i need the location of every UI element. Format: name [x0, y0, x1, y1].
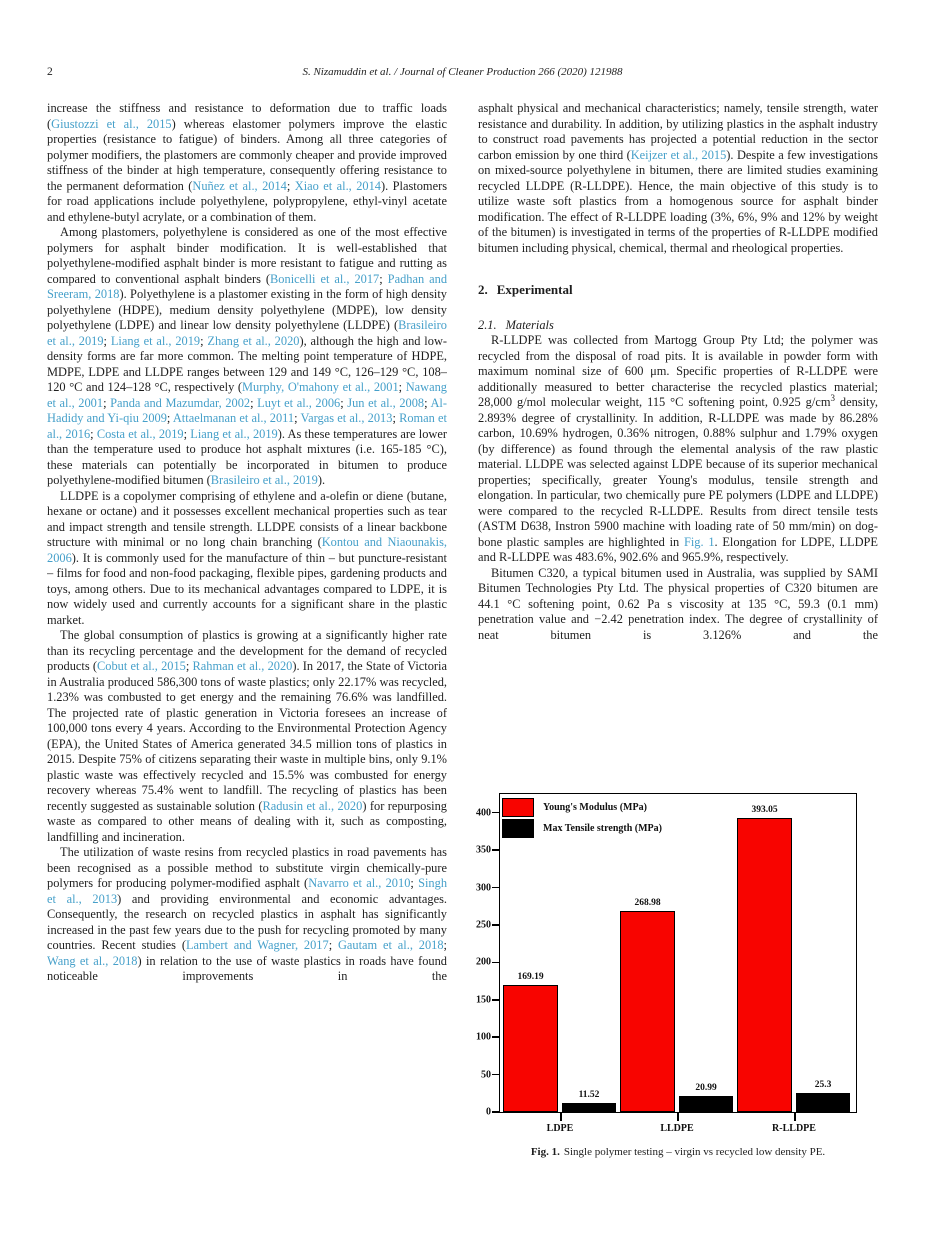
paragraph — [478, 101, 878, 256]
y-axis-tick-label: 400 — [476, 807, 491, 819]
x-axis-tick — [677, 1113, 679, 1121]
text-segment: ; — [166, 411, 173, 425]
y-axis-tick — [492, 962, 499, 964]
text-segment: ) in relation to the use of waste plastics in roads have found noticeable improvements in the — [47, 953, 447, 983]
text-segment: ). It is commonly used for the manufacture of thin – but puncture-resistant – films for food and non-food packaging, flexible pipes, gardening products and toys, among others. Due to its mechanical advantages compared to LDPE, it is now widely used and currently accounts for a significant share in the plastic market. — [47, 550, 447, 627]
figure-1 — [478, 793, 878, 1158]
bar-youngs-modulus-ldpe — [503, 985, 558, 1112]
citation-link[interactable]: Brasileiro et al., 2019 — [210, 473, 318, 487]
text-segment: ; — [103, 333, 111, 348]
bar-max-tensile-ldpe — [562, 1103, 616, 1112]
bar-value-label: 25.3 — [814, 1080, 832, 1091]
citation-link[interactable]: Liang et al., 2019 — [190, 426, 278, 441]
section-title: Experimental — [496, 282, 573, 297]
left-column — [47, 101, 447, 1176]
text-segment: ). In 2017, the State of Victoria in Australia produced 586,300 tons of waste plastics; only 22.17% was recycled, 1.23% was combusted to get energy and the remaining 76.6% was landfilled. The projected rate of plastic generation in Victoria foresees an increase of 100,000 tons every 4 years. According to the Environmental Protection Agency (EPA), the United States of America generated 34.5 million tons of plastics in 2015. Despite 75% of citizens separating their waste in multiple bins, only 9.1% plastic waste was effectively recycled and 15.5% was combusted for energy recovery whereas 75.4% went to landfill. The recycling of plastics has been recently suggested as sustainable solution ( — [47, 659, 447, 813]
bar-chart — [478, 793, 878, 1137]
text-segment: ; — [410, 876, 419, 890]
citation-link[interactable]: Liang et al., 2019 — [110, 333, 201, 348]
legend-label: Young's Modulus (MPa) — [543, 802, 647, 813]
citation-link[interactable]: Luyt et al., 2006 — [257, 395, 341, 410]
bar-value-label: 393.05 — [751, 804, 778, 815]
y-axis-tick-label: 150 — [476, 994, 491, 1006]
text-segment: ; — [183, 426, 191, 441]
subsection-title: Materials — [505, 317, 554, 332]
text-segment: LLDPE is a copolymer comprising of ethylene and a-olefin or diene (butane, hexane or octane) and it possesses excellent mechanical properties such as tear and impact strength and tensile strength. LLDPE consists of a linear backbone structure with minimal or no long chain branching ( — [47, 488, 447, 549]
y-axis-tick — [492, 849, 499, 851]
text-segment: ; — [398, 380, 406, 394]
citation-link[interactable]: Kontou and Niaounakis, 2006 — [47, 535, 447, 565]
legend-entry — [502, 797, 662, 818]
text-segment: increase the stiffness and resistance to deformation due to traffic loads ( — [47, 101, 447, 131]
figure-caption — [478, 1146, 878, 1158]
text-segment: ). Despite a few investigations on mixed-source polyethylene in bitumen, there are limited studies examining recycled LLDPE (R-LLDPE). Hence, the main objective of this study is to utilize waste soft plastics from a homogenous source for asphalt binder modification. The effect of R-LLDPE loading (3%, 6%, 9% and 12% by weight of the bitumen) is investigated in terms of the properties of R-LLDPE modified bitumen including physical, chemical, thermal and rheological properties. — [478, 147, 878, 255]
text-segment: ; — [103, 395, 111, 410]
paragraph — [47, 225, 447, 489]
text-segment: The global consumption of plastics is growing at a significantly higher rate than its recycling percentage and the development for the demand of recycled products ( — [47, 628, 447, 673]
citation-link[interactable]: Nuñez et al., 2014 — [192, 178, 287, 193]
citation-link[interactable]: Zhang et al., 2020 — [207, 333, 300, 348]
text-segment: ; — [392, 411, 400, 425]
citation-link[interactable]: Xiao et al., 2014 — [294, 178, 381, 193]
x-axis-tick-label: R-LLDPE — [772, 1123, 816, 1134]
text-segment: Bitumen C320, a typical bitumen used in Australia, was supplied by SAMI Bitumen Technologies Pty Ltd. The physical properties of C320 bitumen are 44.1 °C softening point, 0.62 Pa s viscosity at 135 °C, 59.3 (0.1 mm) penetration value and −2.42 penetration index. The degree of crystallinity of neat bitumen is 3.126% and the — [478, 565, 878, 642]
text-segment: ; — [443, 938, 447, 952]
text-segment: Among plastomers, polyethylene is considered as one of the most effective polymers for asphalt binder modification. It is well-established that polyethylene-modified asphalt binder is more resistant to fatigue and rutting as compared to conventional asphalt binders ( — [47, 225, 447, 286]
citation-link[interactable]: Roman et al., 2016 — [47, 411, 447, 441]
y-axis-tick — [492, 999, 499, 1001]
citation-link[interactable]: Vargas et al., 2013 — [300, 411, 393, 425]
y-axis-tick-label: 300 — [476, 882, 491, 894]
text-segment: ) whereas elastomer polymers improve the elastic properties (resistance to fatigue) of binders. Among all three categories of polymer modifiers, the plastomers are commonly cheaper and provide improved stiffness of the binder at high temperature, consequently offering resistance to the permanent deformation ( — [47, 116, 447, 193]
paragraph — [478, 333, 878, 566]
citation-link[interactable]: Al-Hadidy and Yi-qiu 2009 — [47, 395, 447, 425]
citation-link[interactable]: Cobut et al., 2015 — [97, 659, 186, 673]
citation-link[interactable]: Panda and Mazumdar, 2002 — [110, 395, 251, 410]
paragraph — [478, 566, 878, 644]
text-segment: density, 2.893% degree of crystallinity. In addition, R-LLDPE was made by 86.28% carbon, 10.69% hydrogen, 0.36% nitrogen, 0.88% sulphur and 1.79% oxygen (by difference) as found through the elemental analysis of the raw plastic material. LLDPE was selected against LDPE because of its superior mechanical properties; specifically, greater Young's modulus, tensile strength and elongation. In particular, two chemically pure PE polymers (LDPE and LLDPE) were compared to the recycled R-LLDPE. Results from direct tensile tests (ASTM D638, Instron 5900 machine with loading rate of 50 mm/min) on dog-bone plastic samples are highlighted in — [478, 395, 878, 549]
y-axis-tick — [492, 1074, 499, 1076]
section-number: 2. — [478, 282, 488, 297]
y-axis-tick-label: 250 — [476, 919, 491, 931]
citation-link[interactable]: Nawang et al., 2001 — [47, 380, 447, 410]
y-axis-tick — [492, 887, 499, 889]
bar-youngs-modulus-r-lldpe — [737, 818, 792, 1112]
text-segment: asphalt physical and mechanical characteristics; namely, tensile strength, water resistance and durability. In addition, by utilizing plastics in the asphalt industry to construct road pavements has projected a potential reduction in the sector carbon emission by one third ( — [478, 101, 878, 162]
text-segment: ). As these temperatures are lower than the temperature used to produce hot asphalt mixtures (i.e. 165-185 °C), these materials can potentially be incorporated in bitumen to produce polyethylene-modified bitumen ( — [47, 426, 447, 487]
page-number: 2 — [47, 66, 53, 78]
legend-entry — [502, 818, 662, 839]
text-segment: ). Plastomers for road applications include polyethylene, polypropylene, ethyl-vinyl acetate and ethylene-butyl acrylate, or a combination of them. — [47, 178, 447, 224]
y-axis-tick — [492, 1036, 499, 1038]
citation-link[interactable]: Wang et al., 2018 — [47, 953, 138, 968]
text-segment: ; — [90, 426, 97, 441]
text-segment: ; — [294, 411, 301, 425]
section-heading-experimental — [478, 282, 878, 298]
y-axis-tick-label: 200 — [476, 956, 491, 968]
y-axis-tick — [492, 924, 499, 926]
bar-value-label: 268.98 — [634, 897, 661, 908]
text-segment: ; — [200, 333, 208, 348]
bar-max-tensile-r-lldpe — [796, 1093, 850, 1112]
citation-link[interactable]: Attaelmanan et al., 2011 — [172, 411, 295, 425]
citation-link[interactable]: Keijzer et al., 2015 — [630, 147, 727, 162]
legend-label: Max Tensile strength (MPa) — [543, 823, 662, 834]
subsection-heading-materials — [478, 318, 878, 334]
y-axis-tick-label: 350 — [476, 844, 491, 856]
right-column — [478, 101, 878, 793]
text-segment: ; — [424, 395, 431, 410]
citation-link[interactable]: Giustozzi et al., 2015 — [51, 116, 172, 131]
legend-swatch-max-tensile — [502, 819, 534, 838]
paragraph — [47, 845, 447, 985]
y-axis-tick-label: 0 — [486, 1106, 491, 1118]
citation-link[interactable]: Padhan and Sreeram, 2018 — [47, 271, 447, 301]
bar-max-tensile-lldpe — [679, 1096, 733, 1112]
text-segment: ) and providing environmental and economic advantages. Consequently, the research on recycled plastics in asphalt has significantly increased in the past few years due to the push for recycling promoted by many countries. Recent studies ( — [47, 891, 447, 952]
bar-value-label: 169.19 — [517, 972, 544, 983]
paragraph — [47, 628, 447, 845]
legend-swatch-youngs-modulus — [502, 798, 534, 817]
citation-link[interactable]: Costa et al., 2019 — [96, 426, 184, 441]
citation-link[interactable]: Radusin et al., 2020 — [262, 798, 363, 813]
citation-link[interactable]: Jun et al., 2008 — [347, 395, 425, 410]
citation-link[interactable]: Murphy, O'mahony et al., 2001 — [242, 380, 399, 394]
subsection-number: 2.1. — [478, 317, 497, 332]
x-axis-tick-label: LLDPE — [660, 1123, 694, 1134]
x-axis-tick-label: LDPE — [546, 1123, 574, 1134]
text-segment: R-LLDPE was collected from Martogg Group Pty Ltd; the polymer was recycled from the disposal of road pits. It is available in powder form with maximum nominal size of 600 μm. Specific properties of R-LLDPE were additionally measured to better characterise the recycled plastics material; 28,000 g/mol molecular weight, 115 °C softening point, 0.925 g/cm — [478, 333, 878, 409]
citation-link[interactable]: Gautam et al., 2018 — [337, 938, 444, 952]
bar-youngs-modulus-lldpe — [620, 911, 675, 1112]
figure-caption-label: Fig. 1. — [530, 1146, 560, 1158]
paragraph — [47, 101, 447, 225]
citation-link[interactable]: Rahman et al., 2020 — [192, 659, 293, 673]
text-segment: ). — [317, 473, 326, 487]
text-segment: The utilization of waste resins from recycled plastics in road pavements has been recognised as a possible method to substitute virgin chemically-pure polymers for producing polymer-modified asphalt ( — [47, 845, 447, 890]
text-segment: ; — [379, 271, 388, 286]
text-segment: . Elongation for LDPE, LLDPE and R-LLDPE was 483.6%, 902.6% and 965.9%, respectively. — [478, 534, 878, 564]
y-axis-tick — [492, 812, 499, 814]
bar-value-label: 20.99 — [695, 1083, 717, 1094]
y-axis-tick-label: 50 — [481, 1069, 491, 1081]
superscript: 3 — [830, 392, 835, 403]
chart-plot-area — [476, 793, 857, 1134]
citation-link[interactable]: Lambert and Wagner, 2017 — [185, 938, 329, 952]
paragraph — [47, 489, 447, 629]
text-segment: ; — [185, 659, 193, 673]
citation-link[interactable]: Brasileiro et al., 2019 — [47, 318, 447, 348]
figure-caption-text: Single polymer testing – virgin vs recycled low density PE. — [563, 1146, 826, 1158]
y-axis-tick-label: 100 — [476, 1031, 491, 1043]
x-axis-tick — [794, 1113, 796, 1121]
citation-link[interactable]: Bonicelli et al., 2017 — [270, 271, 380, 286]
text-segment: ), although the high and low-density forms are far more common. The melting point temperature of HDPE, MDPE, LDPE and LLDPE ranges between 129 and 149 °C, 126–129 °C, 108–120 °C and 124–128 °C, respectively ( — [47, 333, 447, 394]
running-head: S. Nizamuddin et al. / Journal of Cleaner Production 266 (2020) 121988 — [302, 66, 623, 78]
citation-link[interactable]: Singh et al., 2013 — [47, 876, 447, 906]
y-axis-tick — [492, 1111, 499, 1113]
x-axis-tick — [560, 1113, 562, 1121]
text-segment: ; — [340, 395, 348, 410]
text-segment: ; — [250, 395, 258, 410]
text-segment: ). Polyethylene is a plastomer existing in the form of high density polyethylene (HDPE), medium density polyethylene (MDPE), low density polyethylene (LDPE) and linear low density polyethylene (LLDPE) ( — [47, 287, 447, 332]
text-segment: ) for repurposing waste as compared to other means of dealing with it, such as composting, landfilling and incineration. — [47, 798, 447, 844]
citation-link[interactable]: Navarro et al., 2010 — [308, 876, 411, 890]
bar-value-label: 11.52 — [578, 1090, 600, 1101]
text-segment: ; — [286, 178, 295, 193]
chart-legend — [502, 797, 662, 839]
text-segment: ; — [328, 938, 338, 952]
citation-link[interactable]: Fig. 1 — [683, 534, 715, 549]
